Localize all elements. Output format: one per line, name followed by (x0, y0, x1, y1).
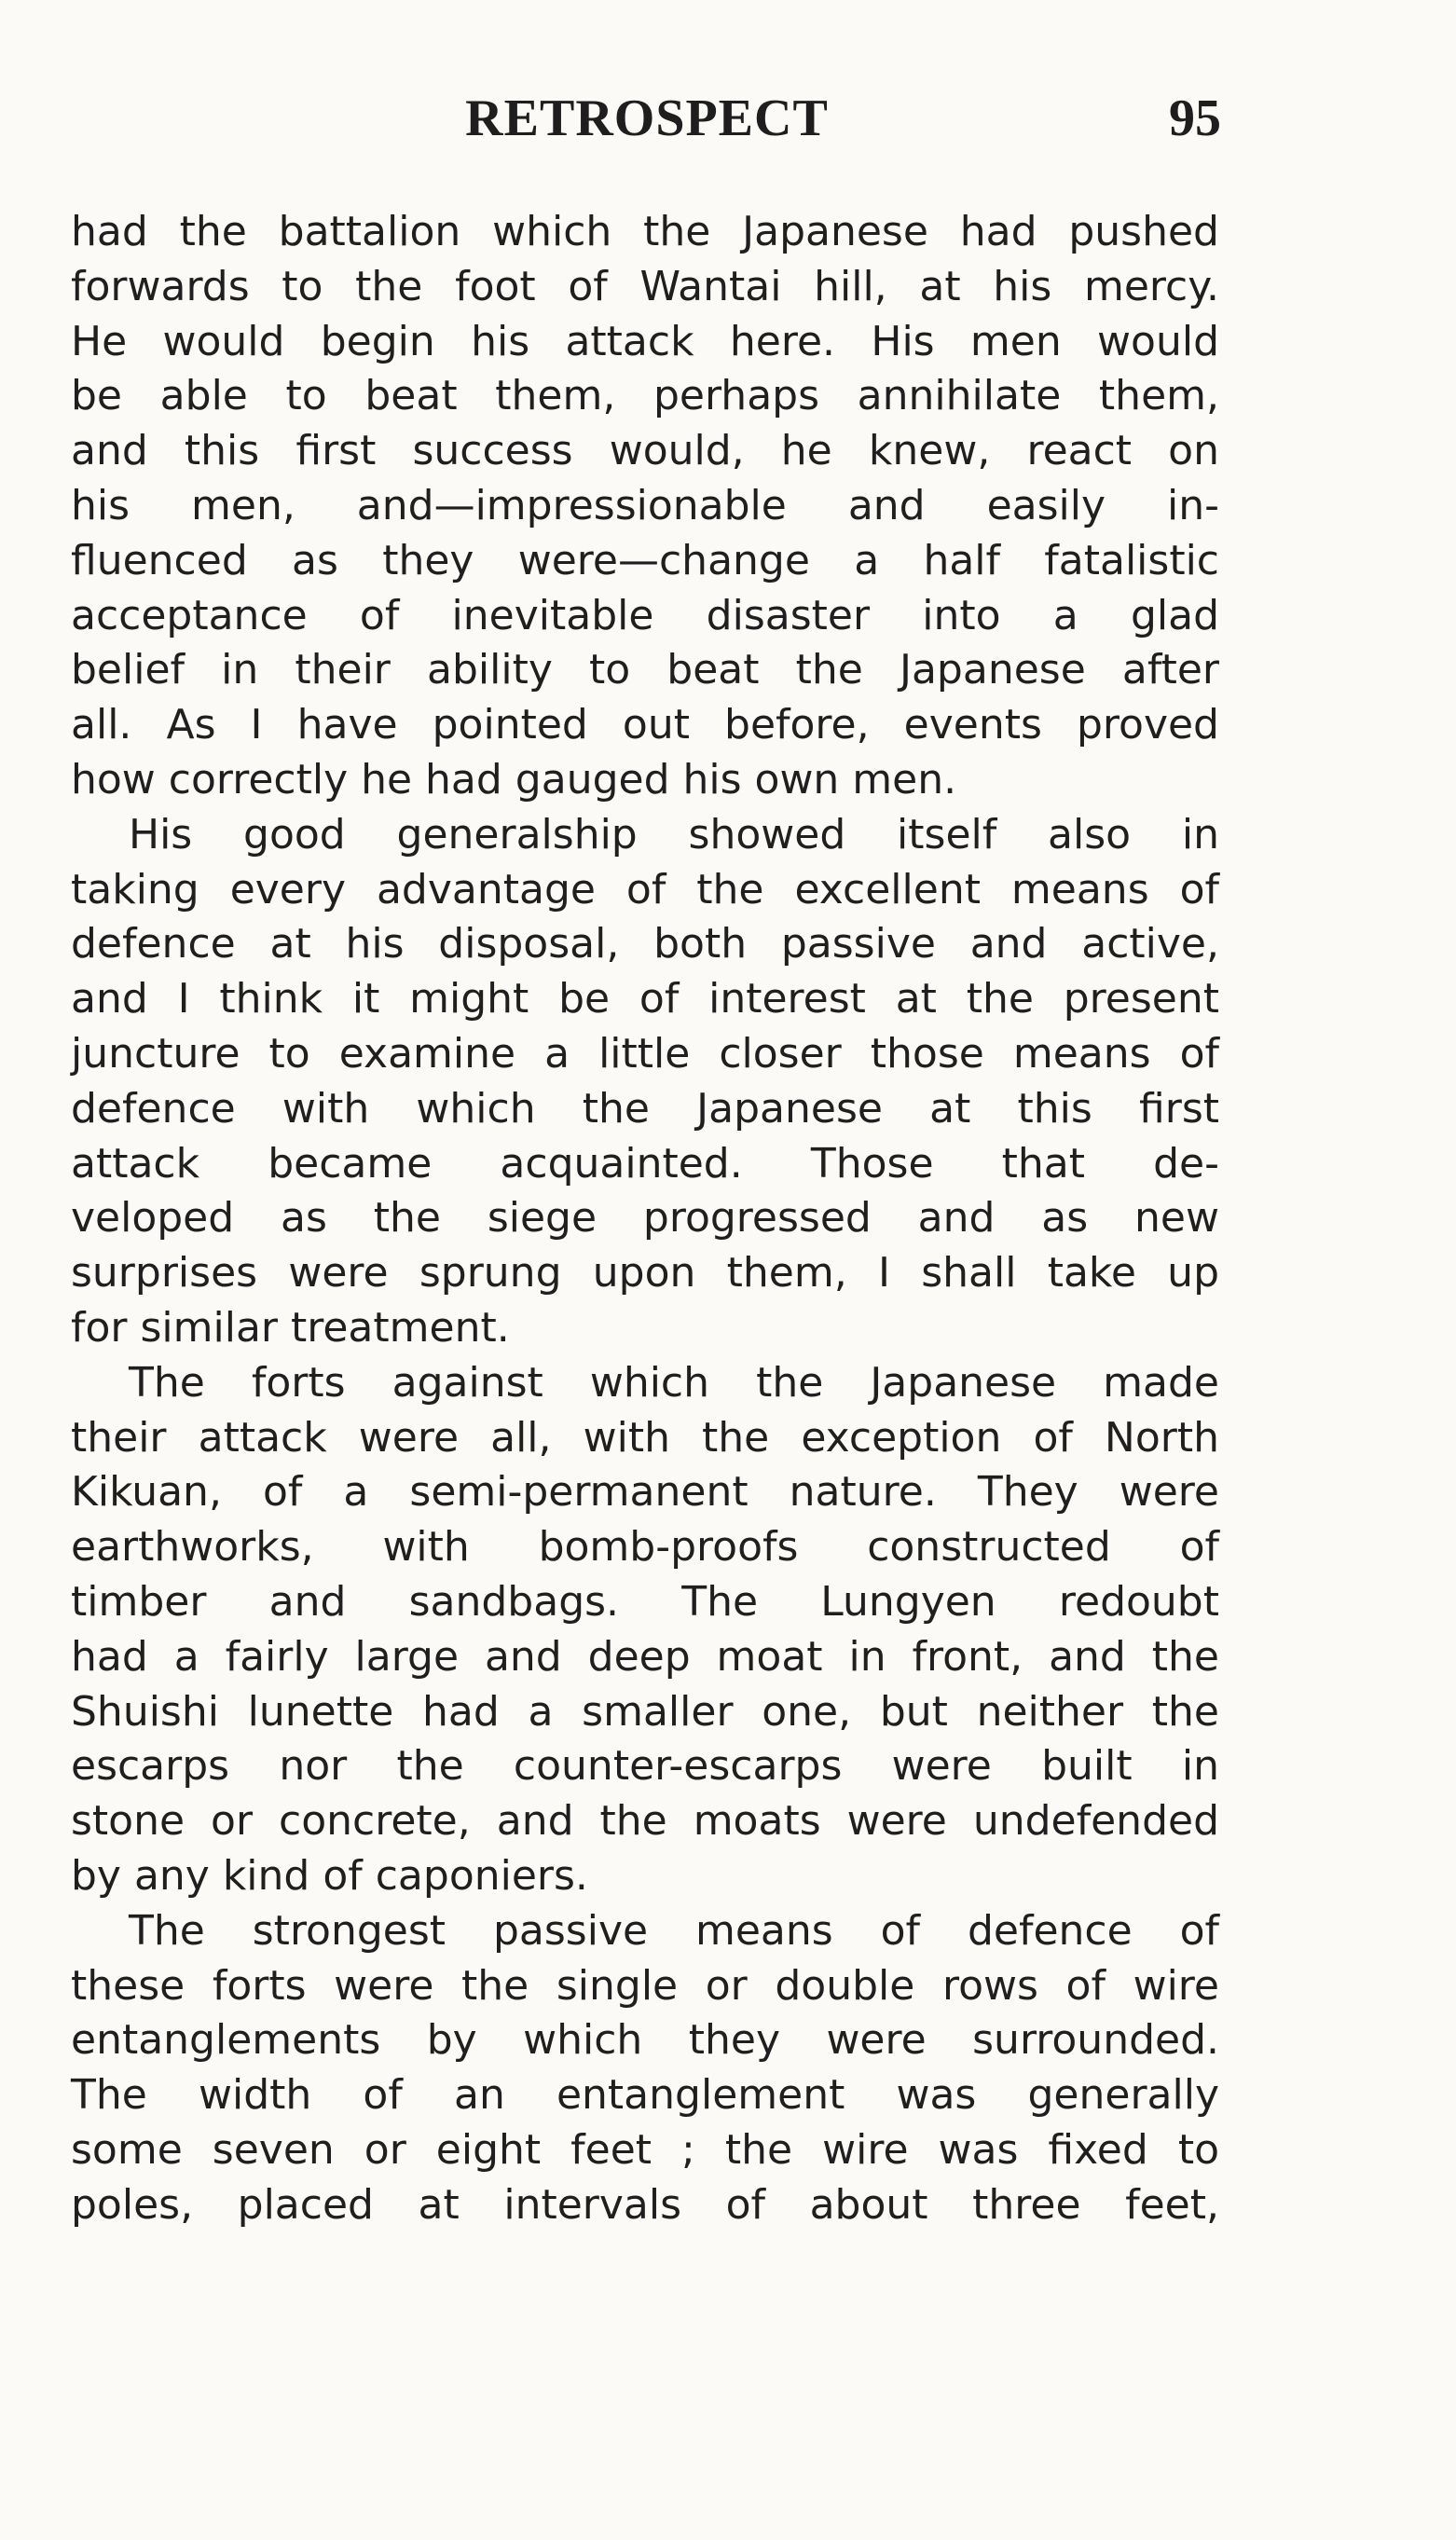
text-line: stone or concrete, and the moats were undefended (71, 1797, 1219, 1846)
text-line: juncture to examine a little closer those means of (71, 1029, 1219, 1078)
text-line: their attack were all, with the exception of North (71, 1413, 1219, 1462)
running-title: RETROSPECT (465, 89, 829, 147)
text-line: for similar treatment. (71, 1303, 510, 1352)
paragraph (71, 1356, 1219, 1904)
text-line: earthworks, with bomb-proofs constructed of (71, 1523, 1219, 1572)
text-line: be able to beat them, perhaps annihilate them, (71, 372, 1219, 420)
text-line: His good generalship showed itself also in (129, 810, 1219, 858)
text-line: all. As I have pointed out before, events proved (71, 701, 1219, 749)
text-line: timber and sandbags. The Lungyen redoubt (71, 1577, 1219, 1626)
text-line: acceptance of inevitable disaster into a glad (71, 591, 1219, 639)
paragraph (71, 1904, 1219, 2233)
text-line: poles, placed at intervals of about three feet, (71, 2180, 1219, 2229)
running-head (73, 86, 1221, 151)
text-line: The forts against which the Japanese made (129, 1358, 1219, 1407)
page-number: 95 (1169, 89, 1221, 147)
text-line: forwards to the foot of Wantai hill, at his mercy. (71, 262, 1219, 310)
text-line: defence with which the Japanese at this first (71, 1084, 1219, 1133)
text-line: taking every advantage of the excellent means of (71, 865, 1219, 913)
text-line: Kikuan, of a semi-permanent nature. They were (71, 1468, 1219, 1517)
text-line: and this first success would, he knew, react on (71, 427, 1219, 475)
text-line: some seven or eight feet ; the wire was fixed to (71, 2125, 1219, 2174)
text-line: escarps nor the counter-escarps were built in (71, 1742, 1219, 1791)
text-line: and I think it might be of interest at the present (71, 975, 1219, 1023)
text-line: veloped as the siege progressed and as new (71, 1194, 1219, 1243)
text-line: He would begin his attack here. His men would (71, 317, 1219, 365)
text-line: Shuishi lunette had a smaller one, but neither the (71, 1687, 1219, 1736)
paragraph (71, 808, 1219, 1356)
paragraph (71, 205, 1219, 808)
text-line: his men, and—impressionable and easily in- (71, 481, 1219, 529)
text-line: The strongest passive means of defence of (129, 1906, 1219, 1955)
text-line: surprises were sprung upon them, I shall take up (71, 1249, 1219, 1297)
text-line: defence at his disposal, both passive and active, (71, 920, 1219, 968)
text-line: fluenced as they were—change a half fatalistic (71, 536, 1219, 584)
text-line: belief in their ability to beat the Japanese after (71, 646, 1219, 694)
text-line: The width of an entanglement was generally (71, 2071, 1219, 2120)
text-line: these forts were the single or double rows of wire (71, 1961, 1219, 2010)
text-line: had a fairly large and deep moat in front, and the (71, 1632, 1219, 1681)
text-line: how correctly he had gauged his own men. (71, 755, 957, 803)
text-line: by any kind of caponiers. (71, 1851, 588, 1900)
text-line: attack became acquainted. Those that de- (71, 1139, 1219, 1188)
text-line: entanglements by which they were surrounded. (71, 2016, 1219, 2065)
text-line: had the battalion which the Japanese had pushed (71, 208, 1219, 255)
body-text (71, 205, 1219, 2232)
